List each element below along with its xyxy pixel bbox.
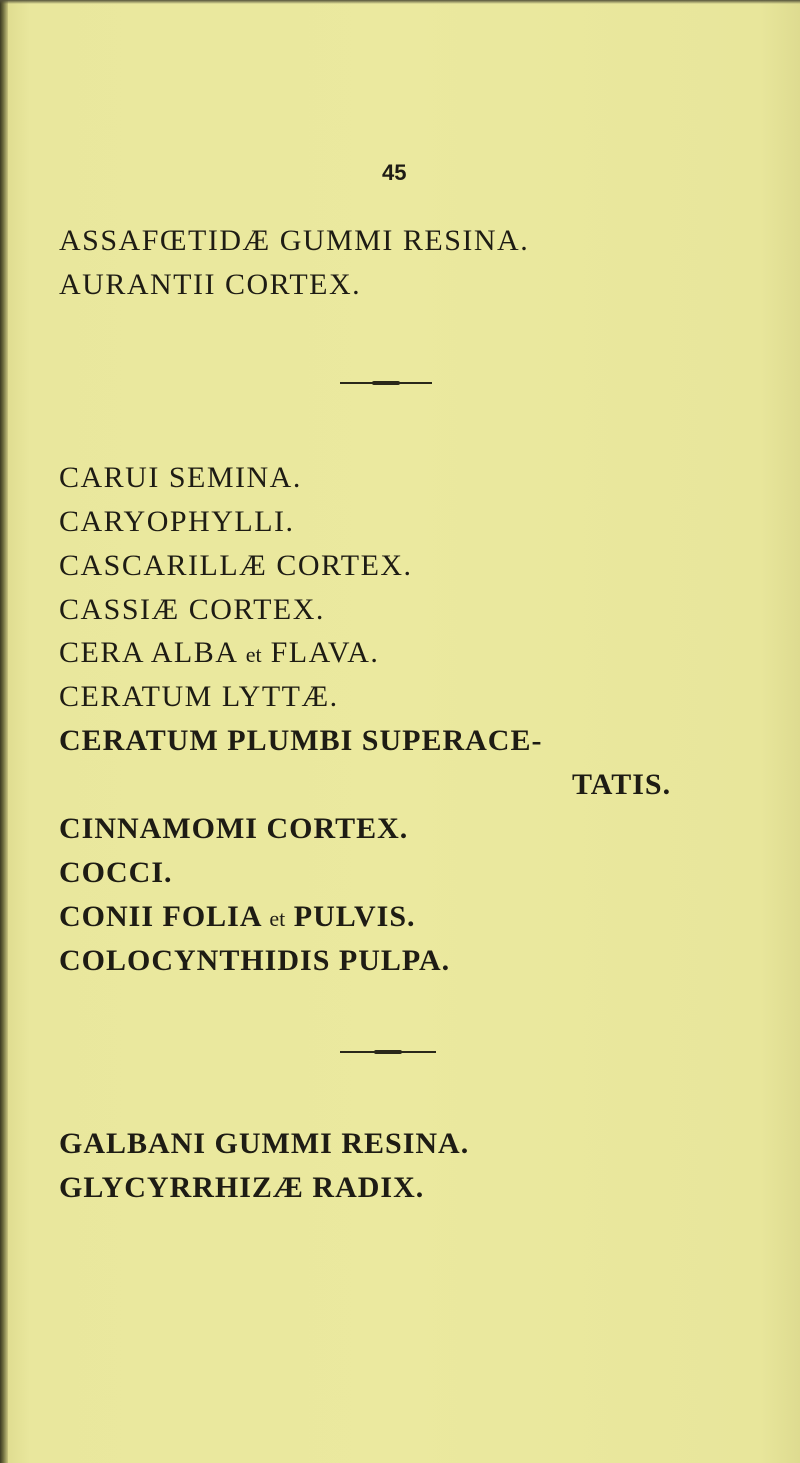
list-entry [59,680,339,714]
list-entry-continuation [572,768,671,802]
list-entry [59,944,450,978]
list-entry [59,636,379,672]
list-entry [59,900,416,936]
section-divider [340,382,432,384]
entry-text: CERATUM PLUMBI SUPERACE- [59,724,543,757]
section-divider [340,1051,436,1053]
entry-text: CARUI SEMINA. [59,461,302,494]
list-entry [59,505,295,539]
page-number: 45 [382,160,407,185]
list-entry [59,1127,469,1161]
list-entry [59,724,542,758]
entry-text-continued: PULVIS. [285,900,416,933]
page-top-edge [0,0,800,4]
entry-text: CINNAMOMI CORTEX. [59,812,409,845]
entry-text: CERATUM LYTTÆ. [59,680,339,713]
entry-text: CASSIÆ CORTEX. [59,593,325,626]
list-entry [59,224,529,258]
list-entry [59,1171,424,1205]
entry-conjunction: et [245,642,262,667]
list-entry [59,461,302,495]
entry-text: AURANTII CORTEX. [59,268,362,301]
entry-text: CARYOPHYLLI. [59,505,295,538]
page-binding-edge [0,0,8,1463]
entry-text: GALBANI GUMMI RESINA. [59,1127,470,1160]
list-entry [59,549,413,583]
entry-text: COCCI. [59,856,173,889]
list-entry [59,268,361,302]
entry-text: CASCARILLÆ CORTEX. [59,549,413,582]
list-entry [59,856,173,890]
entry-text: CERA ALBA [59,636,246,669]
entry-text: ASSAFŒTIDÆ GUMMI RESINA. [59,224,530,257]
list-entry [59,812,408,846]
entry-text: COLOCYNTHIDIS PULPA. [59,944,451,977]
entry-text: TATIS. [572,768,672,801]
entry-text: GLYCYRRHIZÆ RADIX. [59,1171,425,1204]
entry-text: CONII FOLIA [59,900,270,933]
entry-conjunction: et [269,906,286,931]
list-entry [59,593,325,627]
entry-text-continued: FLAVA. [261,636,380,669]
